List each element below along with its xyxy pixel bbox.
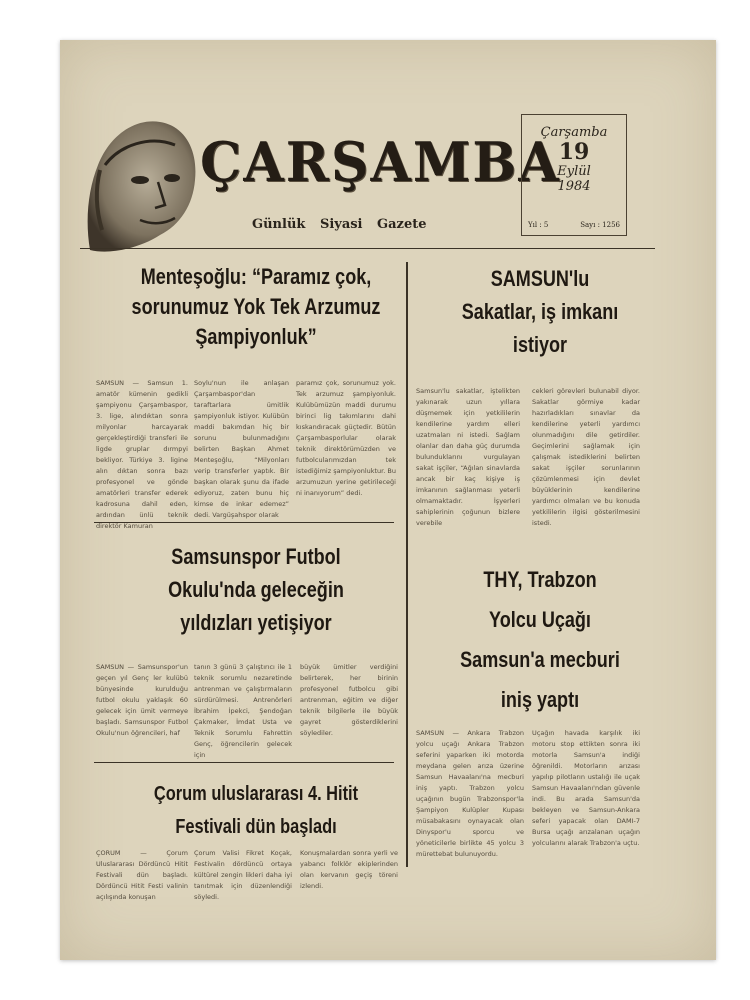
article-body-column: Samsun'lu sakatlar, iştelikten yakınarak uzun yıllara düşmemek için yetkililerin kendilerine yardım elleri uzatmaları ni istedi. Sağlam olanlar dan daha güç durumda bulunduklarını vurgulayan sakat işçiler, “Ağılan sinavlarda ancak bir kaç kişiye iş imkanının sağlanması yeterli olmamaktadır. İşyerleri sahiplerinin çoğunun bizlere verebile xyxy=(416,387,520,527)
article-headline-sakatlar xyxy=(446,262,635,361)
masthead-subtitle xyxy=(252,217,437,232)
column-divider xyxy=(406,262,408,867)
subtitle-word: Siyasi xyxy=(319,217,363,232)
headline-line: istiyor xyxy=(512,332,568,357)
article-body-column: cekleri görevleri bulunabil diyor. Sakatlar görmiye kadar hazırladıkları sınavlar da kendilerine yeterli yardımcı olunmadığını dile getirdiler. Geçimlerini sağlamak için çalışmak istediklerini belirten sakat işçiler sorunlarının çözümlenmesi için devlet büyüklerinin kendilerine yardımcı olmaları ve bu konuda yetkililerin ilgisi gösterilmesini istedi. xyxy=(532,387,640,527)
section-rule xyxy=(94,762,394,763)
article-body-column: SAMSUN — Samsun 1. amatör kümenin gedikli şampiyonu Çarşambaspor, 3. lige, alındıktan sonra milyonlar harcayarak gerçekleştirdiği transferi ile ligde gruplar dırmpyi bekliyor. Türkiye 3. ligine alın dıktan sonra bazı profesyonel ve gönde amatörleri transfer ederek kadrosuna dahil eden, ardından ünlü teknik direktör Kamuran xyxy=(96,379,188,530)
headline-line: THY, Trabzon xyxy=(483,567,597,592)
masthead-rule xyxy=(80,248,655,249)
article-body-column: Uçağın havada karşılık iki motoru stop ettikten sonra iki motorla Samsun'a indiği öğrenildi. Motorların arızası yapılıp pilotların ustalığı ile uçak Samsun Havaalanı'ndan güvenle indi. Bu arada Samsun'da bekleyen ve Samsun-Ankara seferi yapacak olan DAMI-7 Bursa uçağı arızalanan uçağın yolcularını alarak Trabzon'a uçtu. xyxy=(532,729,640,847)
article-headline-mentesoglu xyxy=(125,262,387,352)
headline-line: Sakatlar, iş imkanı xyxy=(461,299,619,324)
article-headline-thy xyxy=(446,560,635,720)
volume-number: Yıl : 5 xyxy=(528,221,549,229)
masthead-title: ÇARŞAMBA xyxy=(200,130,561,195)
headline-line: Menteşoğlu: “Paramız çok, xyxy=(140,264,372,289)
subtitle-word: Gazete xyxy=(377,217,427,232)
headline-line: Yolcu Uçağı xyxy=(489,607,591,632)
headline-line: Okulu'nda geleceğin xyxy=(168,577,344,602)
date-year: 1984 xyxy=(557,179,591,194)
article-body-column: Çorum Valisi Fikret Koçak, Festivalin dördüncü ortaya kültürel zengin likleri daha iyi tanıtmak için düzenlendiği söyledi. xyxy=(194,849,292,901)
headline-line: SAMSUN'lu xyxy=(490,266,590,291)
date-weekday: Çarşamba xyxy=(540,125,608,140)
date-month: Eylül xyxy=(557,164,591,179)
article-body-column: büyük ümitler verdiğini belirterek, her birinin profesyonel futbolcu gibi antrenman, eğitim ve diğer teknik bilgilerle ile büyük gayret gösterdiklerini söylediler. xyxy=(300,663,398,737)
headline-line: Samsun'a mecburi xyxy=(460,647,620,672)
headline-line: iniş yaptı xyxy=(500,687,580,712)
issue-meta xyxy=(528,221,620,229)
article-headline-samsunspor xyxy=(125,540,387,639)
headline-line: sorunumuz Yok Tek Arzumuz xyxy=(131,294,381,319)
article-body-column: tanın 3 günü 3 çalıştırıcı ile 1 teknik sorumlu nezaretinde antrenman ve çalıştırmaların sürdürülmesi. Antrenörleri İbrahim İpekci, Şendoğan Çakmaker, İmdat Usta ve Teknik Sorumlu Fahrettin Genç, öğrencilerin gelecek için xyxy=(194,663,292,759)
subtitle-word: Günlük xyxy=(252,217,306,232)
headline-line: yıldızları yetişiyor xyxy=(180,610,332,635)
article-headline-hitit xyxy=(125,778,387,844)
article-body-column: paramız çok, sorunumuz yok. Tek arzumuz şampiyonluk. Kulübümüzün maddi durumu birinci lig takımlarını dahi kıskandıracak güçtedir. Bütün Çarşambasporlular olarak teknik direktörümüzden ve futbolcularımızdan tek istediğimiz şampiyonluktur. Bu arzumuzun yerine getirileceği ni inanıyorum” dedi. xyxy=(296,379,396,497)
headline-line: Çorum uluslararası 4. Hitit xyxy=(153,783,359,805)
portrait-illustration xyxy=(80,110,200,255)
article-body-column: ÇORUM — Çorum Uluslararası Dördüncü Hitit Festivali dün başladı. Dördüncü Hitit Festi valinin açılışında konuşan xyxy=(96,849,188,901)
article-body-column: Konuşmalardan sonra yerli ve yabancı folklör ekiplerinden olan kervanın geçiş töreni izlendi. xyxy=(300,849,398,890)
date-box xyxy=(521,114,627,236)
article-body-column: SAMSUN — Samsunspor'un geçen yıl Genç ler kulübü bünyesinde kurulduğu futbol okulu yaklaşık 60 gelecek için ümit vermeye başladı. Samsunspor Futbol Okulu'nun öğrencileri, haf xyxy=(96,663,188,737)
article-body-column: SAMSUN — Ankara Trabzon yolcu uçağı Ankara Trabzon seferini yaparken iki motorda meydana gelen arıza üzerine Samsun Havaalanı'na mecburi iniş yaptı. Trabzon yolcu uçağının bugün Trabzonspor'la Şampiyon Kulüpler Kupası müsabakasını oynayacak olan Dinyspor'u sporcu ve yöneticilerle birlikte 45 yolcu 3 mürettebat bulunuyordu. xyxy=(416,729,524,858)
article-body-column: Soylu'nun ile anlaşan Çarşambaspor'dan taraftarlara ümitlik şampiyonluk istiyor. Kulübün maddi bakımdan hiç bir sorunu bulunmadığını belirten Başkan Ahmet Menteşoğlu, “Milyonları verip transferler yaptık. Bir başkan olarak şunu da ifade ediyoruz, zaten bunu hiç kimse de inkar edemez” dedi. Vargüşahspor olarak xyxy=(194,379,289,519)
headline-line: Samsunspor Futbol xyxy=(171,544,341,569)
issue-number: Sayı : 1256 xyxy=(580,221,620,229)
headline-line: Festivali dün başladı xyxy=(175,816,337,838)
date-day: 19 xyxy=(558,139,590,165)
headline-line: Şampiyonluk” xyxy=(195,324,317,349)
